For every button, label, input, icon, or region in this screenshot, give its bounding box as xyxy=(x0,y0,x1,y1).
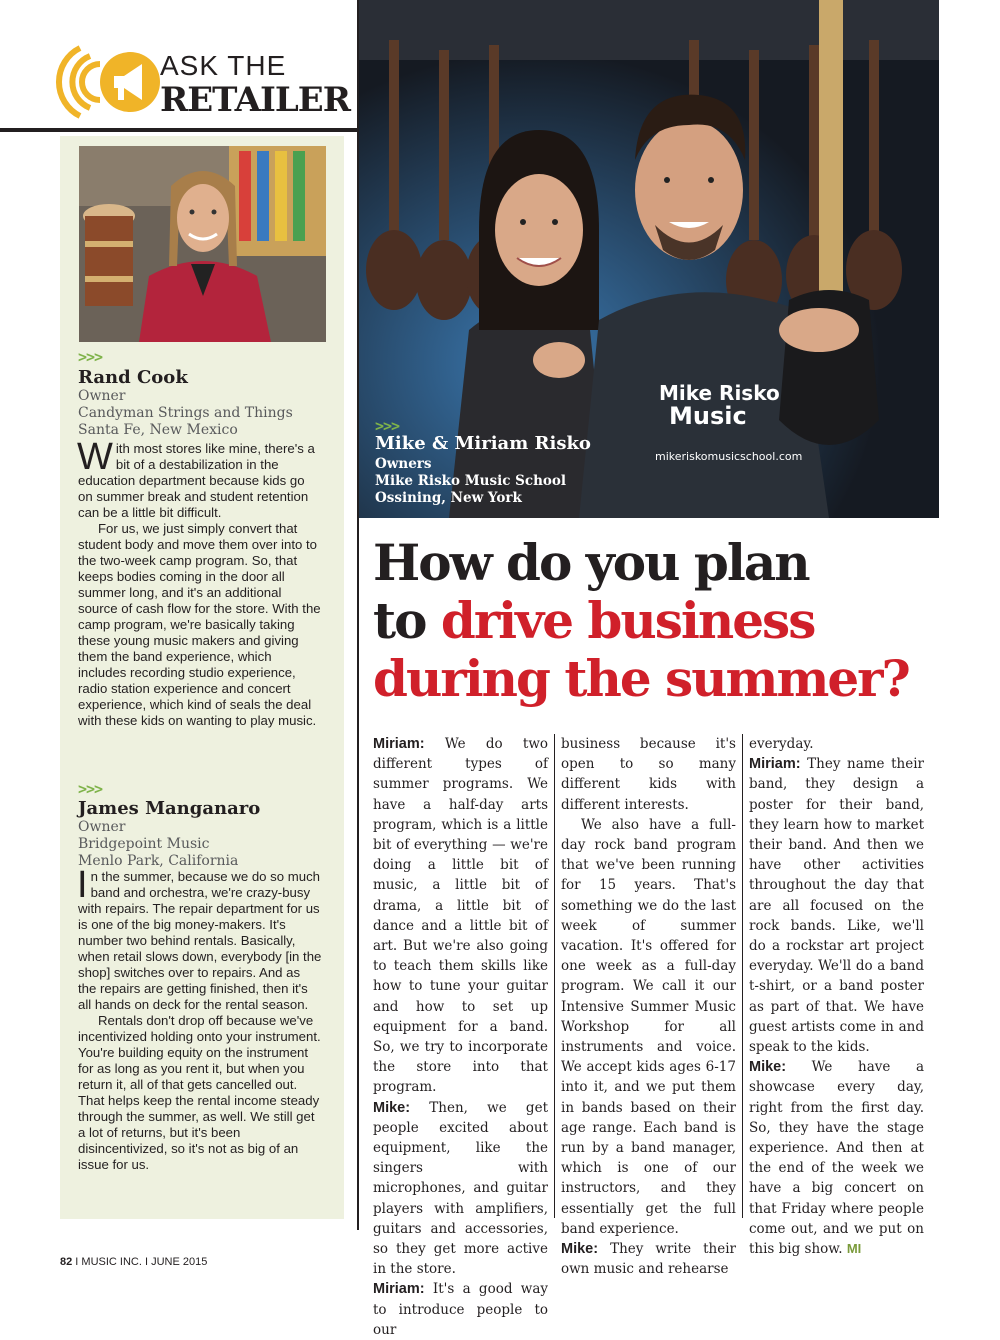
person-name: James Manganaro xyxy=(78,798,261,819)
article-paragraph: Miriam: They name their band, they design a poster for their band, they learn how to market their band. And then we have other activities throughout the day that are all focused on the rock bands. Like, we'll do a rockstar art project everyday. We'll do a band t-shirt, or a band poster as part of that. We have guest artists come in and speak to the kids. xyxy=(749,756,924,1056)
page-footer xyxy=(60,1256,207,1268)
article-paragraph: Mike: Then, we get people excited about equipment, like the singers with microphones, and guitar players with amplifiers, guitars and accessories, so they get more active in the store. xyxy=(373,1099,548,1278)
article-paragraph: Mike: They write their own music and rehearse xyxy=(561,1241,736,1278)
article-paragraph: everyday. xyxy=(749,736,814,752)
headline-line-3: during the summer? xyxy=(373,649,909,708)
megaphone-icon xyxy=(58,42,158,122)
footer-text: I MUSIC INC. I JUNE 2015 xyxy=(72,1256,208,1268)
feature-person-title: Owners xyxy=(375,456,432,472)
end-mark: MI xyxy=(846,1241,862,1257)
drop-cap: W xyxy=(77,436,113,478)
shirt-logo-line1: Mike Risko xyxy=(659,381,780,405)
person-title: Owner xyxy=(78,388,126,404)
person-name: Rand Cook xyxy=(78,367,188,388)
feature-person-location: Ossining, New York xyxy=(375,490,522,506)
feature-person-name: Mike & Miriam Risko xyxy=(375,433,591,454)
logo-retailer-text: RETAILER xyxy=(160,80,350,120)
chevron-marker: >>> xyxy=(375,417,400,435)
person-company: Candyman Strings and Things xyxy=(78,405,293,421)
answer-paragraph: In the summer, because we do so much band and orchestra, we're crazy-busy with repairs. The repair department for us is one of the big money-makers. It's number two behind rentals. Basically, when retail slows down, everybody [in the shop] switches over to repairs. And as the repairs are getting finished, then it's all hands on deck for the rental season. xyxy=(77,864,322,1012)
article-column-3 xyxy=(749,734,924,1259)
article-column-2 xyxy=(561,734,736,1279)
headline xyxy=(373,534,973,708)
feature-person-company: Mike Risko Music School xyxy=(375,473,567,489)
answer-paragraph: With most stores like mine, there's a bit of a destabilization in the education department because kids go on summer break and student retention can be a little bit difficult. xyxy=(77,436,315,520)
article-column-1 xyxy=(373,734,548,1340)
article-paragraph: business because it's open to so many different kids with different interests. xyxy=(561,736,736,813)
person-title: Owner xyxy=(78,819,126,835)
rand-cook-photo xyxy=(79,146,326,342)
james-manganaro-answer xyxy=(77,864,322,1173)
shirt-logo-url: mikeriskomusicschool.com xyxy=(655,450,803,463)
headline-line-2: to drive business xyxy=(373,591,815,650)
person-location: Santa Fe, New Mexico xyxy=(78,422,238,438)
column-rule xyxy=(554,734,555,1218)
article-paragraph: We also have a full-day rock band program that we've been running for 15 years. That's something we do the last week of summer vacation. It's offered for one week as a full-day program. We call it our Intensive Summer Music Workshop for all instruments and voice. We accept kids ages 6-17 into it, and we put them in bands based on their age range. Each band is run by a band manager, which is one of our instructors, and they essentially get the full band experience. xyxy=(561,816,736,1237)
headline-line-1: How do you plan xyxy=(373,533,809,592)
person-company: Bridgepoint Music xyxy=(78,836,210,852)
chevron-marker: >>> xyxy=(78,348,103,366)
logo-ask-text: ASK THE xyxy=(160,50,287,81)
person-location: Menlo Park, California xyxy=(78,853,239,869)
page-number: 82 xyxy=(60,1256,73,1268)
answer-paragraph: Rentals don't drop off because we've incentivized holding onto your instrument. You're building equity on the instrument for as long as you rent it, but when you return it, all of that gets cancelled out. That helps keep the rental income steady through the summer, as well. We still get a lot of returns, but it's been disincentivized, so it's not as big of an issue for us. xyxy=(78,1013,321,1172)
drop-cap: I xyxy=(77,864,88,906)
rand-cook-answer xyxy=(77,436,322,729)
article-paragraph: Miriam: It's a good way to introduce people to our xyxy=(373,1281,548,1338)
article-paragraph: Miriam: We do two different types of summer programs. We have a half-day arts program, which is a little bit of everything — we're doing a little bit of music, a little bit of drama, a little bit of dance and a little bit of art. But we're also going to teach them skills like how to tune your guitar and how to set up equipment for a band. So, we try to incorporate the store into that program. xyxy=(373,736,548,1096)
header-rule xyxy=(0,128,357,132)
column-rule xyxy=(742,734,743,1218)
article-paragraph: Mike: We have a showcase every day, right from the first day. So, they have the stage experience. And then at the end of the week we have a big concert on that Friday where people come out, and we put on this big show. MI xyxy=(749,1059,924,1258)
answer-paragraph: For us, we just simply convert that student body and move them over into to the two-week camp program. So, that keeps bodies coming in the door all summer long, and it's an additional source of cash flow for the store. With the camp program, we're basically taking these young music makers and giving them the band experience, which includes recording studio experience, radio station experience and concert experience, which kind of seals the deal with these kids on wanting to play music. xyxy=(78,521,321,728)
shirt-logo-line2: Music xyxy=(669,402,747,430)
chevron-marker: >>> xyxy=(78,780,103,798)
